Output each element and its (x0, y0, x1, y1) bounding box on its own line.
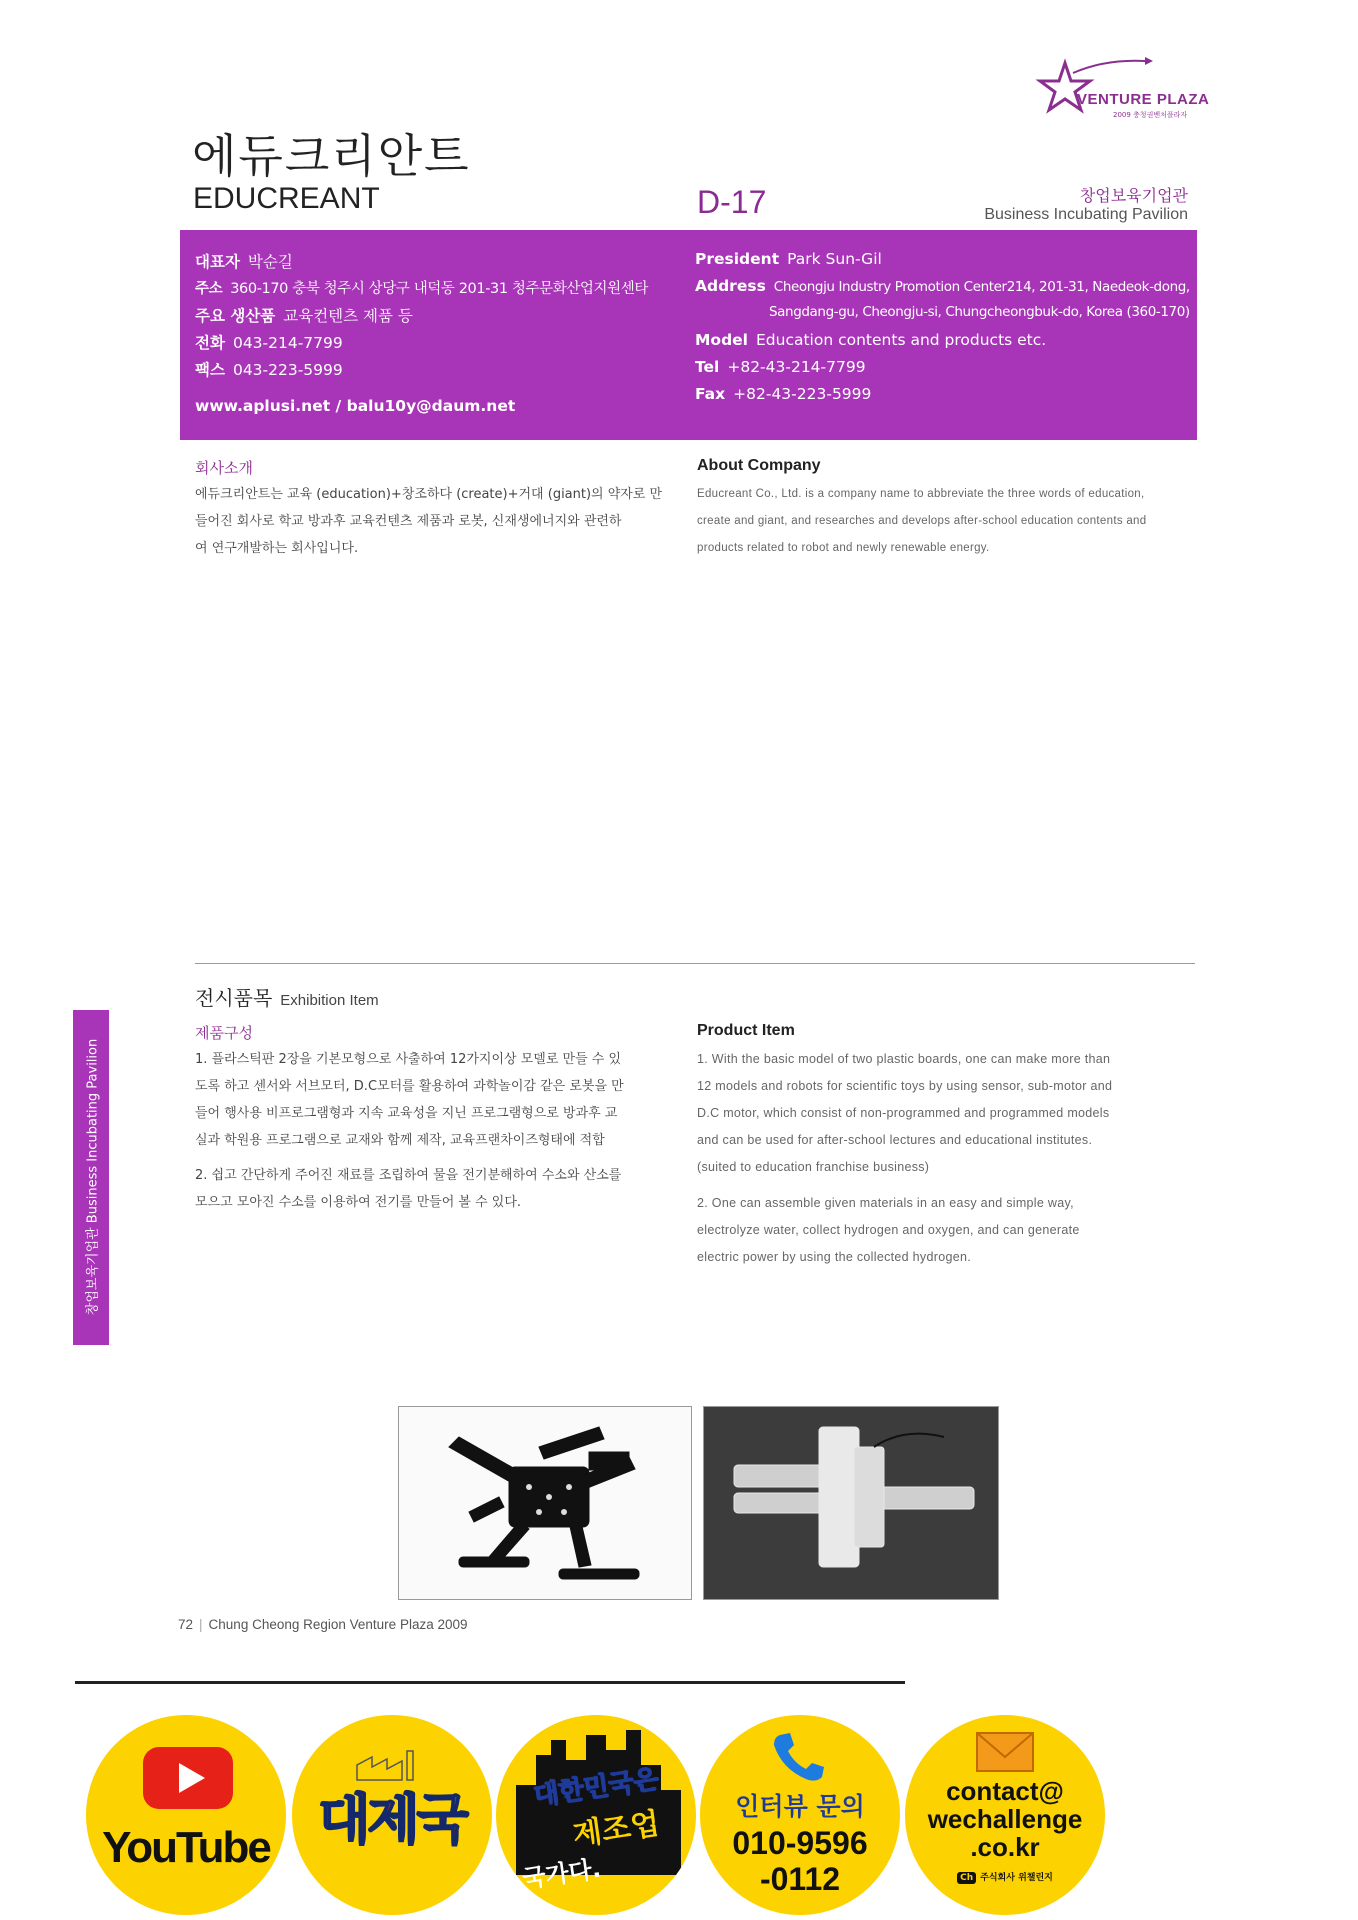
robot-photo (398, 1406, 692, 1600)
youtube-play-icon (143, 1747, 233, 1809)
email-line-2: wechallenge (927, 1804, 1083, 1834)
slogan-line-2: 제조업 (570, 1806, 662, 1854)
pavilion-kr: 창업보육기업관 (1079, 186, 1188, 205)
product-text-en-2: 2. One can assemble given materials in an easy and simple way, electrolyze water, collect hydrogen and oxygen, and can generate electric power by using the collected hydrogen. (697, 1196, 1080, 1264)
electrolysis-kit-photo (703, 1406, 999, 1600)
email-line-3: .co.kr (970, 1832, 1040, 1862)
slogan-button[interactable] (496, 1715, 696, 1915)
info-president-kr: 대표자 박순길 (195, 253, 293, 271)
phone-number-1: 010-9596 (732, 1825, 868, 1861)
footer-rule (75, 1681, 905, 1684)
youtube-button[interactable] (86, 1715, 286, 1915)
company-name-kr: 에듀크리안트 (192, 129, 471, 183)
info-address-en: Address Cheongju Industry Promotion Center214, 201-31, Naedeok-dong, (695, 277, 1190, 295)
section-divider (195, 963, 1195, 964)
youtube-label: YouTube (102, 1823, 270, 1872)
info-address-en-line2: Sangdang-gu, Cheongju-si, Chungcheongbuk-do, Korea (360-170) (769, 304, 1190, 320)
side-tab (73, 1010, 109, 1345)
product-text-en-1: 1. With the basic model of two plastic boards, one can make more than 12 models and robots for scientific toys by using sensor, sub-motor and D.C motor, which consist of non-programmed and programmed models and can be used for after-school lectures and educational institutes. (suited to education franchise business) (697, 1052, 1113, 1174)
info-model-en: Model Education contents and products etc. (695, 331, 1047, 349)
company-info-box (180, 230, 1197, 440)
about-title-en: About Company (697, 457, 821, 474)
info-fax-kr: 팩스 043-223-5999 (195, 361, 343, 379)
product-title-en: Product Item (697, 1022, 795, 1039)
company-name-en: EDUCREANT (193, 182, 380, 215)
website-email[interactable]: www.aplusi.net / balu10y@daum.net (195, 397, 516, 415)
info-fax-en: Fax +82-43-223-5999 (695, 385, 872, 403)
email-contact-button[interactable] (905, 1715, 1105, 1915)
slogan-line-1: 대한민국은 (532, 1764, 661, 1812)
side-tab-text: 창업보육기업관 Business Incubating Pavilion (85, 1038, 101, 1316)
about-text-kr: 에듀크리안트는 교육 (education)+창조하다 (create)+거대 (giant)의 약자로 만 들어진 회사로 학교 방과후 교육컨텐츠 제품과 로봇, 신재생에너지와 관련하 여 연구개발하는 회사입니다. (195, 487, 663, 556)
product-title-kr: 제품구성 (195, 1024, 253, 1042)
logo-subtext: 2009 충청권벤처플라자 (1113, 111, 1188, 119)
email-line-1: contact@ (946, 1776, 1064, 1806)
logo-text: VENTURE PLAZA (1077, 91, 1210, 108)
info-address-kr: 주소 360-170 충북 청주시 상당구 내덕동 201-31 청주문화산업지원센타 (195, 281, 648, 297)
exhibition-title: 전시품목 Exhibition Item (195, 986, 379, 1010)
about-title-kr: 회사소개 (195, 459, 253, 477)
phone-icon (768, 1729, 828, 1784)
product-text-kr-2: 2. 쉽고 간단하게 주어진 재료를 조립하여 물을 전기분해하여 수소와 산소를 모으고 모아진 수소를 이용하여 전기를 만들어 볼 수 있다. (195, 1168, 622, 1210)
slogan-line-3: 국가다. (520, 1854, 603, 1894)
brand-name: 대제국 (318, 1788, 466, 1851)
channel-icon: Ch (957, 1872, 976, 1884)
brand-button[interactable] (292, 1715, 492, 1915)
pavilion-en: Business Incubating Pavilion (984, 206, 1188, 223)
product-text-kr-1: 1. 플라스틱판 2장을 기본모형으로 사출하여 12가지이상 모델로 만들 수 있 도록 하고 센서와 서브모터, D.C모터를 활용하여 과학놀이감 같은 로봇을 만 들어 행사용 비프로그램형과 지속 교육성을 지닌 프로그램형으로 방과후 교 실과 학원용 프로그램으로 교재와 함께 제작, 교육프랜차이즈형태에 적합 (195, 1052, 624, 1148)
envelope-icon (973, 1729, 1037, 1777)
booth-number: D-17 (697, 184, 767, 220)
page-number: 72 (178, 1617, 194, 1632)
company-footer-label: Ch 주식회사 위챌린지 (905, 1870, 1105, 1883)
info-products-kr: 주요 생산품 교육컨텐츠 제품 등 (195, 307, 413, 325)
page-footer: 72 | Chung Cheong Region Venture Plaza 2009 (178, 1617, 468, 1632)
footer-text: Chung Cheong Region Venture Plaza 2009 (208, 1617, 468, 1632)
phone-number-2: -0112 (759, 1861, 841, 1897)
info-president-en: President Park Sun-Gil (695, 250, 882, 268)
info-tel-en: Tel +82-43-214-7799 (695, 358, 866, 376)
interview-label: 인터뷰 문의 (735, 1792, 865, 1821)
about-text-en: Educreant Co., Ltd. is a company name to abbreviate the three words of education, create and giant, and researches and develops after-school education contents and products related to robot and newly renewable energy. (697, 488, 1147, 554)
venture-plaza-logo (1035, 55, 1210, 125)
info-phone-kr: 전화 043-214-7799 (195, 334, 343, 352)
interview-contact-button[interactable] (700, 1715, 900, 1915)
